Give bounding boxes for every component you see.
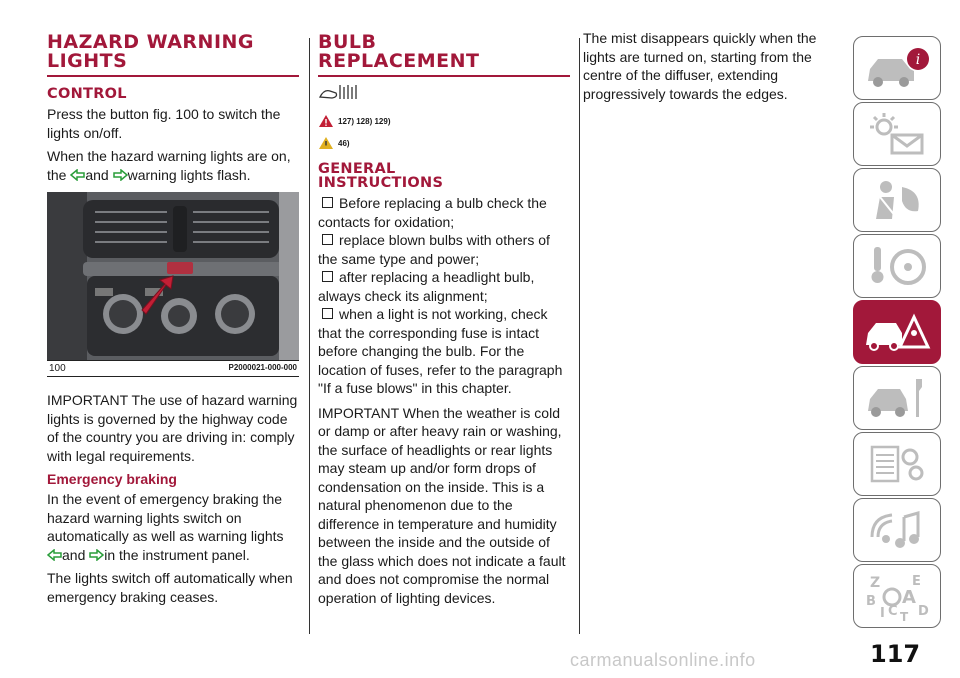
title-rule bbox=[47, 75, 299, 77]
turn-right-arrow-icon bbox=[89, 549, 104, 561]
paragraph-emergency-braking bbox=[47, 490, 299, 564]
text-fragment: and bbox=[85, 166, 109, 183]
svg-text:Z: Z bbox=[870, 575, 881, 591]
turn-left-arrow-icon bbox=[47, 549, 62, 561]
heading-control: CONTROL bbox=[47, 86, 127, 102]
tab-safety[interactable] bbox=[853, 168, 941, 232]
turn-right-arrow-icon bbox=[113, 169, 128, 181]
tab-index[interactable] bbox=[853, 564, 941, 628]
svg-text:T: T bbox=[900, 610, 909, 621]
bullet-square-icon bbox=[322, 234, 333, 245]
paragraph-important-highway: IMPORTANT The use of hazard warning lights is governed by the highway code of the country you are driving in: comply with legal requirements. bbox=[47, 392, 298, 464]
svg-text:C: C bbox=[888, 604, 898, 619]
warning-references bbox=[318, 114, 570, 128]
svg-text:D: D bbox=[918, 604, 929, 619]
tab-technical-data[interactable] bbox=[853, 432, 941, 496]
caution-references bbox=[318, 136, 570, 150]
bullet-text: when a light is not working, check that the corresponding fuse is intact before changing the bulb. For the location of fuses, refer to the paragraph "If a fuse blows" in this chapter. bbox=[318, 306, 563, 396]
paragraph-hazard-on bbox=[47, 147, 299, 184]
svg-text:E: E bbox=[912, 574, 921, 589]
tab-dashboard-lights[interactable] bbox=[853, 102, 941, 166]
caution-triangle-icon bbox=[318, 136, 334, 150]
bullet-item bbox=[318, 194, 570, 231]
text-fragment: When the hazard warning lights are on, the bbox=[47, 148, 291, 183]
heading-general-instructions: GENERAL INSTRUCTIONS bbox=[318, 161, 444, 191]
paragraph-emergency-end: The lights switch off automatically when emergency braking ceases. bbox=[47, 570, 293, 605]
bullet-square-icon bbox=[322, 271, 333, 282]
section-title-hazard: HAZARD WARNING LIGHTS bbox=[47, 31, 255, 72]
multimedia-icon bbox=[862, 507, 932, 553]
svg-text:B: B bbox=[866, 594, 876, 609]
text-fragment: warning lights flash. bbox=[127, 166, 251, 183]
tab-in-emergency[interactable] bbox=[853, 300, 941, 364]
column-divider bbox=[579, 38, 580, 634]
figure-code: P2000021-000-000 bbox=[228, 363, 297, 372]
key-steering-wheel-icon bbox=[862, 243, 932, 289]
column-continued bbox=[583, 0, 833, 108]
svg-text:A: A bbox=[902, 587, 916, 608]
paragraph-press-button: Press the button fig. 100 to switch the lights on/off. bbox=[47, 106, 281, 141]
tab-car-info[interactable] bbox=[853, 36, 941, 100]
turn-left-arrow-icon bbox=[70, 169, 85, 181]
tab-multimedia[interactable] bbox=[853, 498, 941, 562]
tab-starting-driving[interactable] bbox=[853, 234, 941, 298]
caution-refs-text: 46) bbox=[338, 138, 350, 148]
bullet-square-icon bbox=[322, 197, 333, 208]
text-fragment: and bbox=[62, 546, 86, 563]
watermark: carmanualsonline.info bbox=[570, 650, 756, 670]
index-icon bbox=[862, 571, 932, 621]
emergency-icon bbox=[862, 309, 932, 355]
seatbelt-airbag-icon bbox=[862, 177, 932, 223]
bullet-item bbox=[318, 305, 570, 398]
bullet-square-icon bbox=[322, 308, 333, 319]
column-bulb-replacement bbox=[318, 0, 570, 612]
svg-text:i: i bbox=[915, 52, 921, 68]
paragraph-mist: The mist disappears quickly when the lights are turned on, starting from the centre of the diffuser, extending progressively towards the edges. bbox=[583, 30, 817, 102]
text-fragment: In the event of emergency braking the hazard warning lights switch on automatically as well as warning lights bbox=[47, 491, 284, 544]
bullet-text: after replacing a headlight bulb, always check its alignment; bbox=[318, 269, 535, 304]
paragraph-important-condensation: IMPORTANT When the weather is cold or damp or after heavy rain or washing, the surface of headlights or rear lights may steam up and/or form drops of condensation on the inside. This is a natural phenomenon due to the difference in temperature and humidity between the inside and the outside of the glass which does not indicate a fault and does not compromise the normal operation of lighting devices. bbox=[318, 404, 566, 606]
svg-text:I: I bbox=[880, 606, 885, 621]
bulb-hand-icon bbox=[318, 81, 364, 103]
text-fragment: in the instrument panel. bbox=[104, 546, 250, 563]
title-rule bbox=[318, 75, 570, 77]
warning-triangle-icon bbox=[318, 114, 334, 128]
dashboard-photo bbox=[47, 192, 299, 360]
warning-refs-text: 127) 128) 129) bbox=[338, 116, 391, 126]
bullet-item bbox=[318, 231, 570, 268]
car-maintenance-icon bbox=[862, 375, 932, 421]
column-divider bbox=[309, 38, 310, 634]
hazard-button-photo bbox=[47, 192, 299, 360]
bullet-item bbox=[318, 268, 570, 305]
figure-number: 100 bbox=[49, 363, 66, 374]
car-info-icon bbox=[862, 45, 932, 91]
bullet-text: replace blown bulbs with others of the same type and power; bbox=[318, 232, 550, 267]
dashboard-lights-icon bbox=[862, 111, 932, 157]
heading-emergency-braking: Emergency braking bbox=[47, 471, 177, 487]
technical-data-icon bbox=[862, 441, 932, 487]
section-title-bulb: BULB REPLACEMENT bbox=[318, 31, 480, 72]
figure-caption bbox=[47, 360, 299, 377]
tab-servicing[interactable] bbox=[853, 366, 941, 430]
bullet-text: Before replacing a bulb check the contacts for oxidation; bbox=[318, 195, 547, 230]
page-number: 117 bbox=[870, 640, 921, 668]
column-hazard-warning bbox=[47, 0, 299, 611]
